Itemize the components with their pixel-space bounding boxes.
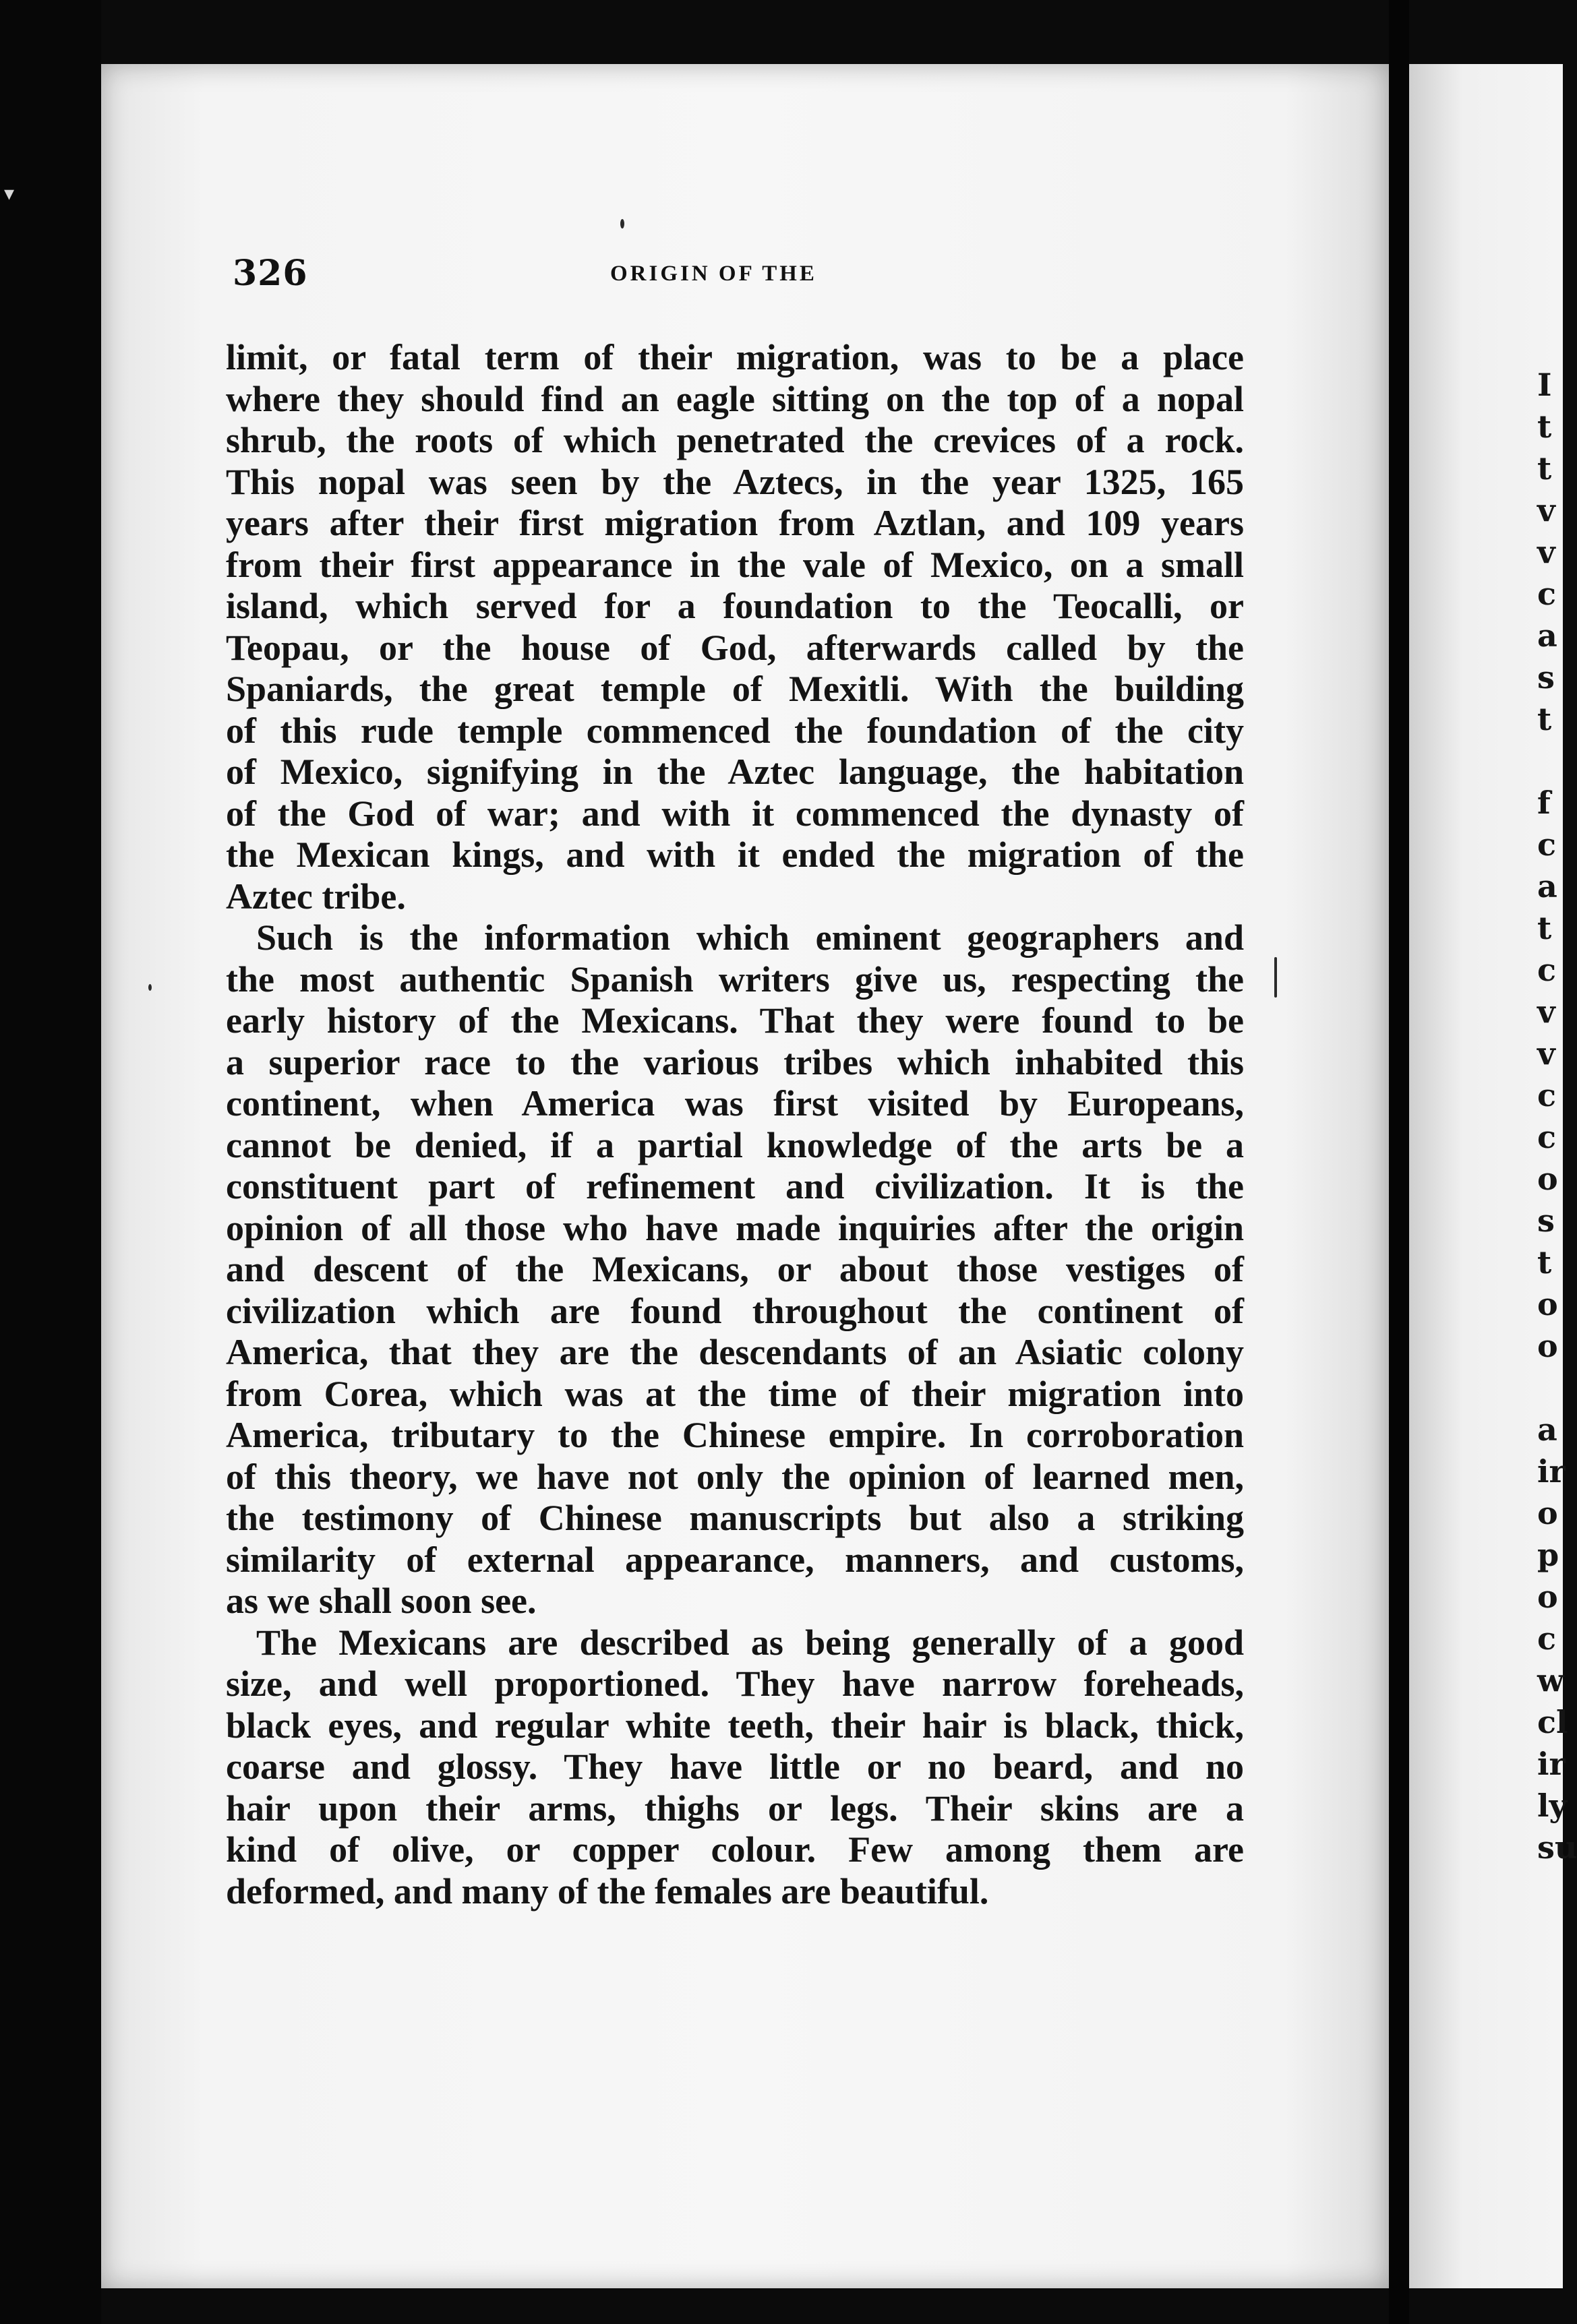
text-line: America, that they are the descendants of an Asiatic colony [226,1332,1244,1372]
facing-page-fragment: w [1537,1662,1564,1699]
facing-page-fragment: c [1537,1119,1557,1155]
text-line: civilization which are found throughout the continent of [226,1290,1244,1331]
facing-page-fragment: c [1537,826,1557,863]
facing-page-text-fragments [1537,364,1577,1868]
text-line: from Corea, which was at the time of their migration into [226,1373,1244,1414]
facing-page-fragment: s [1537,659,1555,696]
text-line: This nopal was seen by the Aztecs, in the year 1325, 165 [226,461,1244,502]
text-line: Spaniards, the great temple of Mexitli. With the building [226,669,1244,709]
text-line: opinion of all those who have made inquiries after the origin [226,1207,1244,1248]
text-line: from their first appearance in the vale of Mexico, on a small [226,544,1244,585]
facing-page-fragment: a [1537,617,1557,654]
left-margin-mark: ▾ [4,182,15,206]
facing-page-fragment: v [1537,993,1555,1030]
text-line: of Mexico, signifying in the Aztec language, the habitation [226,752,1244,792]
facing-page-fragment: s [1537,1202,1555,1239]
facing-page-fragment: ir [1537,1453,1566,1490]
ink-speck [1274,957,1277,998]
facing-page-fragment: v [1537,534,1555,570]
text-line: deformed, and many of the females are beautiful. [226,1870,989,1912]
facing-page-fragment [1537,1367,1563,1409]
page-number: 326 [233,253,308,294]
facing-page-fragment: o [1537,1328,1558,1364]
facing-page-fragment: ir [1537,1746,1566,1782]
text-line: size, and well proportioned. They have narrow foreheads, [226,1663,1244,1704]
text-line: early history of the Mexicans. That they were found to be [226,1000,1244,1041]
facing-page-fragment: ly [1537,1787,1568,1824]
facing-page-fragment: f [1537,785,1551,821]
text-line: coarse and glossy. They have little or no beard, and no [226,1746,1244,1787]
text-line: the most authentic Spanish writers give us, respecting the [226,958,1244,1000]
text-line: Aztec tribe. [226,876,406,917]
facing-page-fragment: cl [1537,1704,1568,1740]
ink-speck [620,219,624,228]
text-line: America, tributary to the Chinese empire. In corroboration [226,1415,1244,1455]
facing-page-fragment: su [1537,1829,1577,1866]
body-text [226,337,1244,1912]
text-line: Such is the information which eminent geographers and [256,917,1244,958]
facing-page-fragment: c [1537,576,1557,612]
text-line: The Mexicans are described as being generally of a good [256,1622,1244,1663]
facing-page-fragment: p [1537,1537,1559,1573]
facing-page-fragment: t [1537,701,1552,737]
text-line: kind of olive, or copper colour. Few among them are [226,1829,1244,1870]
page-header [233,253,1244,307]
facing-page-fragment: t [1537,1244,1552,1281]
text-line: of this theory, we have not only the opinion of learned men, [226,1456,1244,1497]
text-line: cannot be denied, if a partial knowledge of the arts be a [226,1124,1244,1165]
text-line: of the God of war; and with it commenced the dynasty of [226,793,1244,834]
text-line: limit, or fatal term of their migration, was to be a place [226,337,1244,377]
text-line: continent, when America was first visited by Europeans, [226,1083,1244,1124]
facing-page-fragment: v [1537,492,1555,528]
facing-page-fragment: I [1537,367,1552,403]
text-line: constituent part of refinement and civilization. It is the [226,1166,1244,1206]
facing-page-fragment: o [1537,1495,1558,1531]
facing-page-fragment: t [1537,910,1552,946]
text-line: black eyes, and regular white teeth, their hair is black, thick, [226,1705,1244,1746]
facing-page-fragment: o [1537,1286,1558,1322]
left-scan-border [0,0,101,2324]
text-line: as we shall soon see. [226,1581,537,1621]
facing-page-fragment: t [1537,408,1552,445]
facing-page-fragment: a [1537,1411,1557,1448]
facing-page-fragment: c [1537,1077,1557,1113]
ink-speck [148,984,152,991]
facing-page-fragment: t [1537,450,1552,487]
running-head: ORIGIN OF THE [610,262,817,286]
facing-page-fragment: c [1537,952,1557,988]
text-line: shrub, the roots of which penetrated the crevices of a rock. [226,420,1244,460]
text-line: hair upon their arms, thighs or legs. Their skins are a [226,1787,1244,1829]
text-line: of this rude temple commenced the foundation of the city [226,710,1244,751]
text-line: the testimony of Chinese manuscripts but also a striking [226,1498,1244,1538]
text-line: where they should find an eagle sitting on the top of a nopal [226,378,1244,419]
text-line: island, which served for a foundation to the Teocalli, or [226,586,1244,626]
text-line: and descent of the Mexicans, or about those vestiges of [226,1249,1244,1289]
text-line: years after their first migration from Aztlan, and 109 years [226,503,1244,543]
facing-page-fragment: o [1537,1161,1558,1197]
text-line: similarity of external appearance, manners, and customs, [226,1539,1244,1580]
facing-page-fragment: c [1537,1620,1557,1657]
text-line: a superior race to the various tribes which inhabited this [226,1041,1244,1082]
page-gutter [1389,0,1409,2324]
facing-page-fragment [1537,740,1563,782]
facing-page-fragment: o [1537,1579,1558,1615]
text-line: the Mexican kings, and with it ended the migration of the [226,834,1244,875]
text-line: Teopau, or the house of God, afterwards called by the [226,627,1244,668]
facing-page-fragment: v [1537,1035,1555,1072]
facing-page-fragment: a [1537,868,1557,905]
